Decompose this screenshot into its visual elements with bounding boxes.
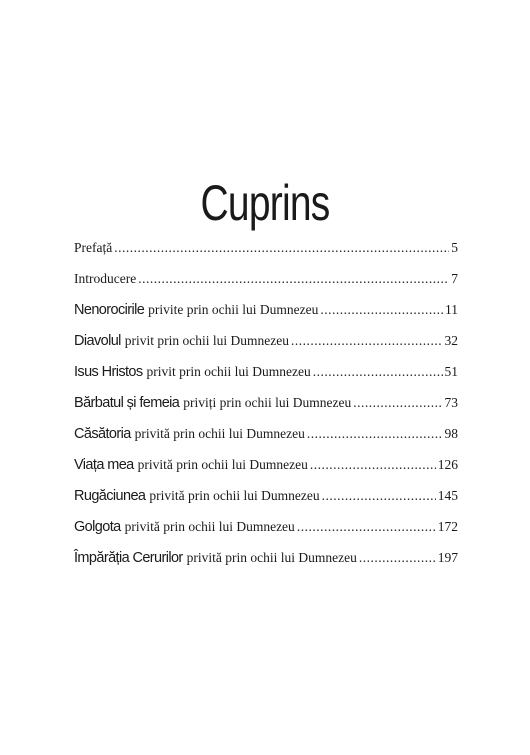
dot-leader [320,302,443,318]
toc-entry-imparatia-cerurilor[interactable] [74,550,458,581]
dot-leader [138,271,449,287]
toc-entry-rest: privit prin ochii lui Dumnezeu [124,333,289,348]
toc-page-number: 5 [451,240,458,255]
toc-page-number: 126 [437,457,458,472]
toc-entry-golgota[interactable] [74,519,458,550]
toc-entry-subject: Isus Hristos [74,364,143,380]
toc-entry-isus-hristos[interactable] [74,364,458,395]
toc-entry-diavolul[interactable] [74,333,458,364]
toc-page-number: 145 [437,488,458,503]
toc-page-number: 7 [451,271,458,286]
toc-entry-subject: Căsătoria [74,426,131,442]
toc-entry-subject: Nenorocirile [74,302,145,318]
toc-page-number: 197 [437,550,458,565]
toc-entry-introducere[interactable] [74,271,458,302]
dot-leader [359,550,436,566]
toc-entry-rugaciunea[interactable] [74,488,458,519]
toc-entry-subject: Golgota [74,519,121,535]
toc-entry-rest: privită prin ochii lui Dumnezeu [134,426,305,441]
toc-page-number: 51 [444,364,458,379]
toc-entry-rest: priviți prin ochii lui Dumnezeu [183,395,352,410]
toc-entry-subject: Diavolul [74,333,121,349]
toc-page-number: 11 [445,302,458,317]
toc-entry-title: Prefață [74,240,113,255]
toc-page-number: 98 [444,426,458,441]
dot-leader [297,519,436,535]
table-of-contents [74,240,458,581]
dot-leader [313,364,443,380]
toc-entry-viata-mea[interactable] [74,457,458,488]
toc-entry-rest: privită prin ochii lui Dumnezeu [137,457,308,472]
toc-entry-subject: Împărăția Cerurilor [74,550,183,566]
toc-entry-subject: Rugăciunea [74,488,146,504]
toc-entry-nenorocirile[interactable] [74,302,458,333]
toc-entry-title: Introducere [74,271,137,286]
dot-leader [353,395,442,411]
page-title: Cuprins [200,174,330,231]
dot-leader [307,426,443,442]
toc-page-number: 172 [437,519,458,534]
toc-entry-rest: privită prin ochii lui Dumnezeu [149,488,320,503]
dot-leader [310,457,436,473]
toc-page-number: 73 [444,395,458,410]
toc-entry-subject: Viața mea [74,457,134,473]
toc-entry-casatoria[interactable] [74,426,458,457]
toc-entry-rest: privită prin ochii lui Dumnezeu [186,550,357,565]
toc-entry-rest: privite prin ochii lui Dumnezeu [148,302,319,317]
dot-leader [114,240,449,256]
toc-entry-rest: privit prin ochii lui Dumnezeu [146,364,311,379]
toc-entry-barbatul-si-femeia[interactable] [74,395,458,426]
toc-entry-rest: privită prin ochii lui Dumnezeu [124,519,295,534]
toc-page-number: 32 [444,333,458,348]
dot-leader [322,488,436,504]
dot-leader [291,333,443,349]
toc-entry-subject: Bărbatul și femeia [74,395,180,411]
toc-entry-prefata[interactable] [74,240,458,271]
